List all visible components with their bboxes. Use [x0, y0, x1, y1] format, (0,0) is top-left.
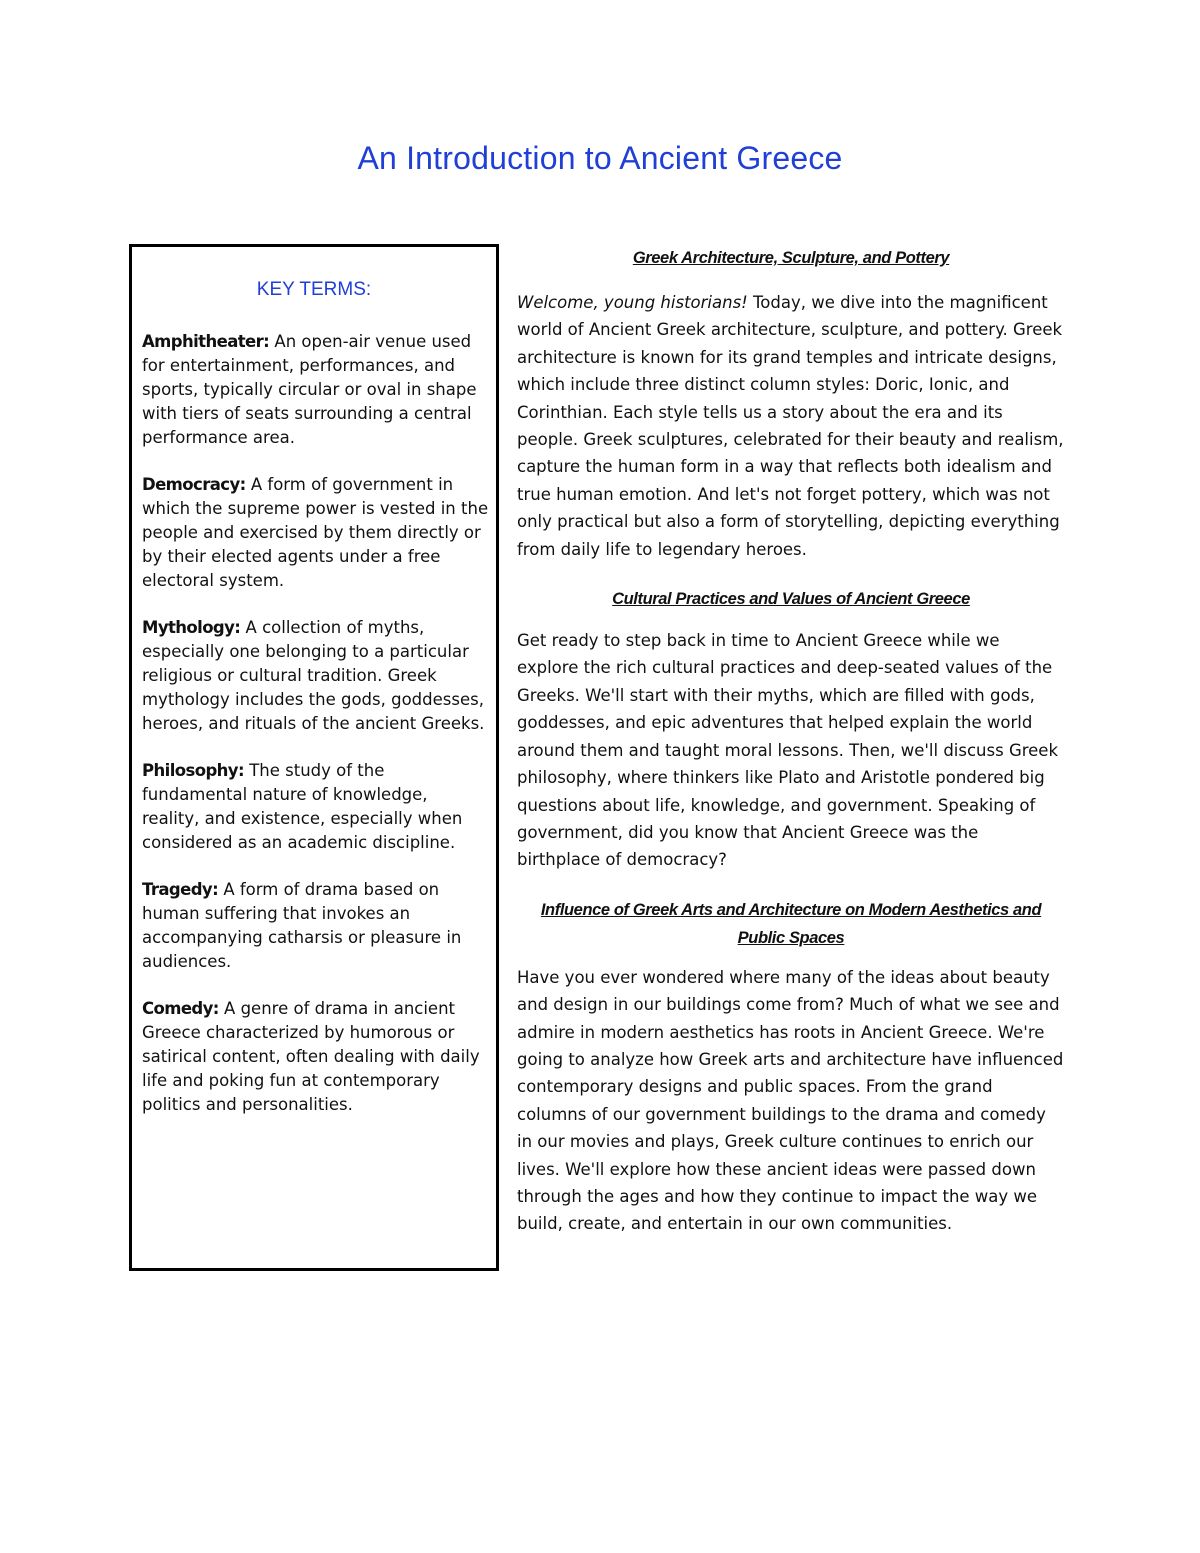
term-amphitheater: [142, 330, 490, 450]
term-word: Mythology:: [142, 618, 241, 637]
section-lead: Welcome, young historians!: [517, 293, 748, 312]
term-tragedy: [142, 878, 490, 974]
term-word: Philosophy:: [142, 761, 244, 780]
term-philosophy: [142, 759, 490, 855]
term-definition: A form of drama based on human suffering that invokes an accompanying catharsis or pleasure in audiences.: [142, 880, 462, 971]
section-body-architecture: [517, 289, 1065, 563]
section-text: Today, we dive into the magnificent world of Ancient Greek architecture, sculpture, and pottery. Greek architecture is known for its grand temples and intricate designs, which include three distinct column styles: Doric, Ionic, and Corinthian. Each style tells us a story about the era and its people. Greek sculptures, celebrated for their beauty and realism, capture the human form in a way that reflects both idealism and true human emotion. And let's not forget pottery, which was not only practical but also a form of storytelling, depicting everything from daily life to legendary heroes.: [517, 293, 1064, 559]
page-title: An Introduction to Ancient Greece: [357, 140, 843, 176]
term-word: Amphitheater:: [142, 332, 270, 351]
section-heading-culture: Cultural Practices and Values of Ancient Greece: [612, 590, 970, 609]
term-definition: A form of government in which the supreme power is vested in the people and exercised by them directly or by their elected agents under a free electoral system.: [142, 475, 489, 590]
term-definition: A collection of myths, especially one belonging to a particular religious or cultural tradition. Greek mythology includes the gods, goddesses, heroes, and rituals of the ancient Greeks.: [142, 618, 485, 733]
key-terms-list: [142, 330, 490, 1140]
term-definition: An open-air venue used for entertainment, performances, and sports, typically circular or oval in shape with tiers of seats surrounding a central performance area.: [142, 332, 477, 447]
term-definition: The study of the fundamental nature of knowledge, reality, and existence, especially when considered as an academic discipline.: [142, 761, 463, 852]
term-mythology: [142, 616, 490, 736]
section-body-influence: Have you ever wondered where many of the ideas about beauty and design in our buildings come from? Much of what we see and admire in modern aesthetics has roots in Ancient Greece. We're going to analyze how Greek arts and architecture have influenced contemporary designs and public spaces. From the grand columns of our government buildings to the drama and comedy in our movies and plays, Greek culture continues to enrich our lives. We'll explore how these ancient ideas were passed down through the ages and how they continue to impact the way we build, create, and entertain in our own communities.: [517, 967, 1064, 1234]
section-heading-influence: Influence of Greek Arts and Architecture on Modern Aesthetics and Public Spaces: [540, 900, 1042, 947]
term-definition: A genre of drama in ancient Greece characterized by humorous or satirical content, often dealing with daily life and poking fun at contemporary politics and personalities.: [142, 999, 480, 1114]
key-terms-box: [129, 244, 499, 1271]
term-word: Comedy:: [142, 999, 219, 1018]
key-terms-heading: KEY TERMS:: [256, 279, 372, 300]
section-heading-architecture: Greek Architecture, Sculpture, and Pottery: [632, 249, 950, 267]
term-democracy: [142, 473, 490, 593]
content-column: [517, 244, 1065, 1238]
term-word: Tragedy:: [142, 880, 219, 899]
term-word: Democracy:: [142, 475, 246, 494]
section-body-culture: Get ready to step back in time to Ancient Greece while we explore the rich cultural practices and deep-seated values of the Greeks. We'll start with their myths, which are filled with gods, goddesses, and epic adventures that helped explain the world around them and taught moral lessons. Then, we'll discuss Greek philosophy, where thinkers like Plato and Aristotle pondered big questions about life, knowledge, and government. Speaking of government, did you know that Ancient Greece was the birthplace of democracy?: [517, 631, 1059, 870]
term-comedy: [142, 997, 490, 1117]
